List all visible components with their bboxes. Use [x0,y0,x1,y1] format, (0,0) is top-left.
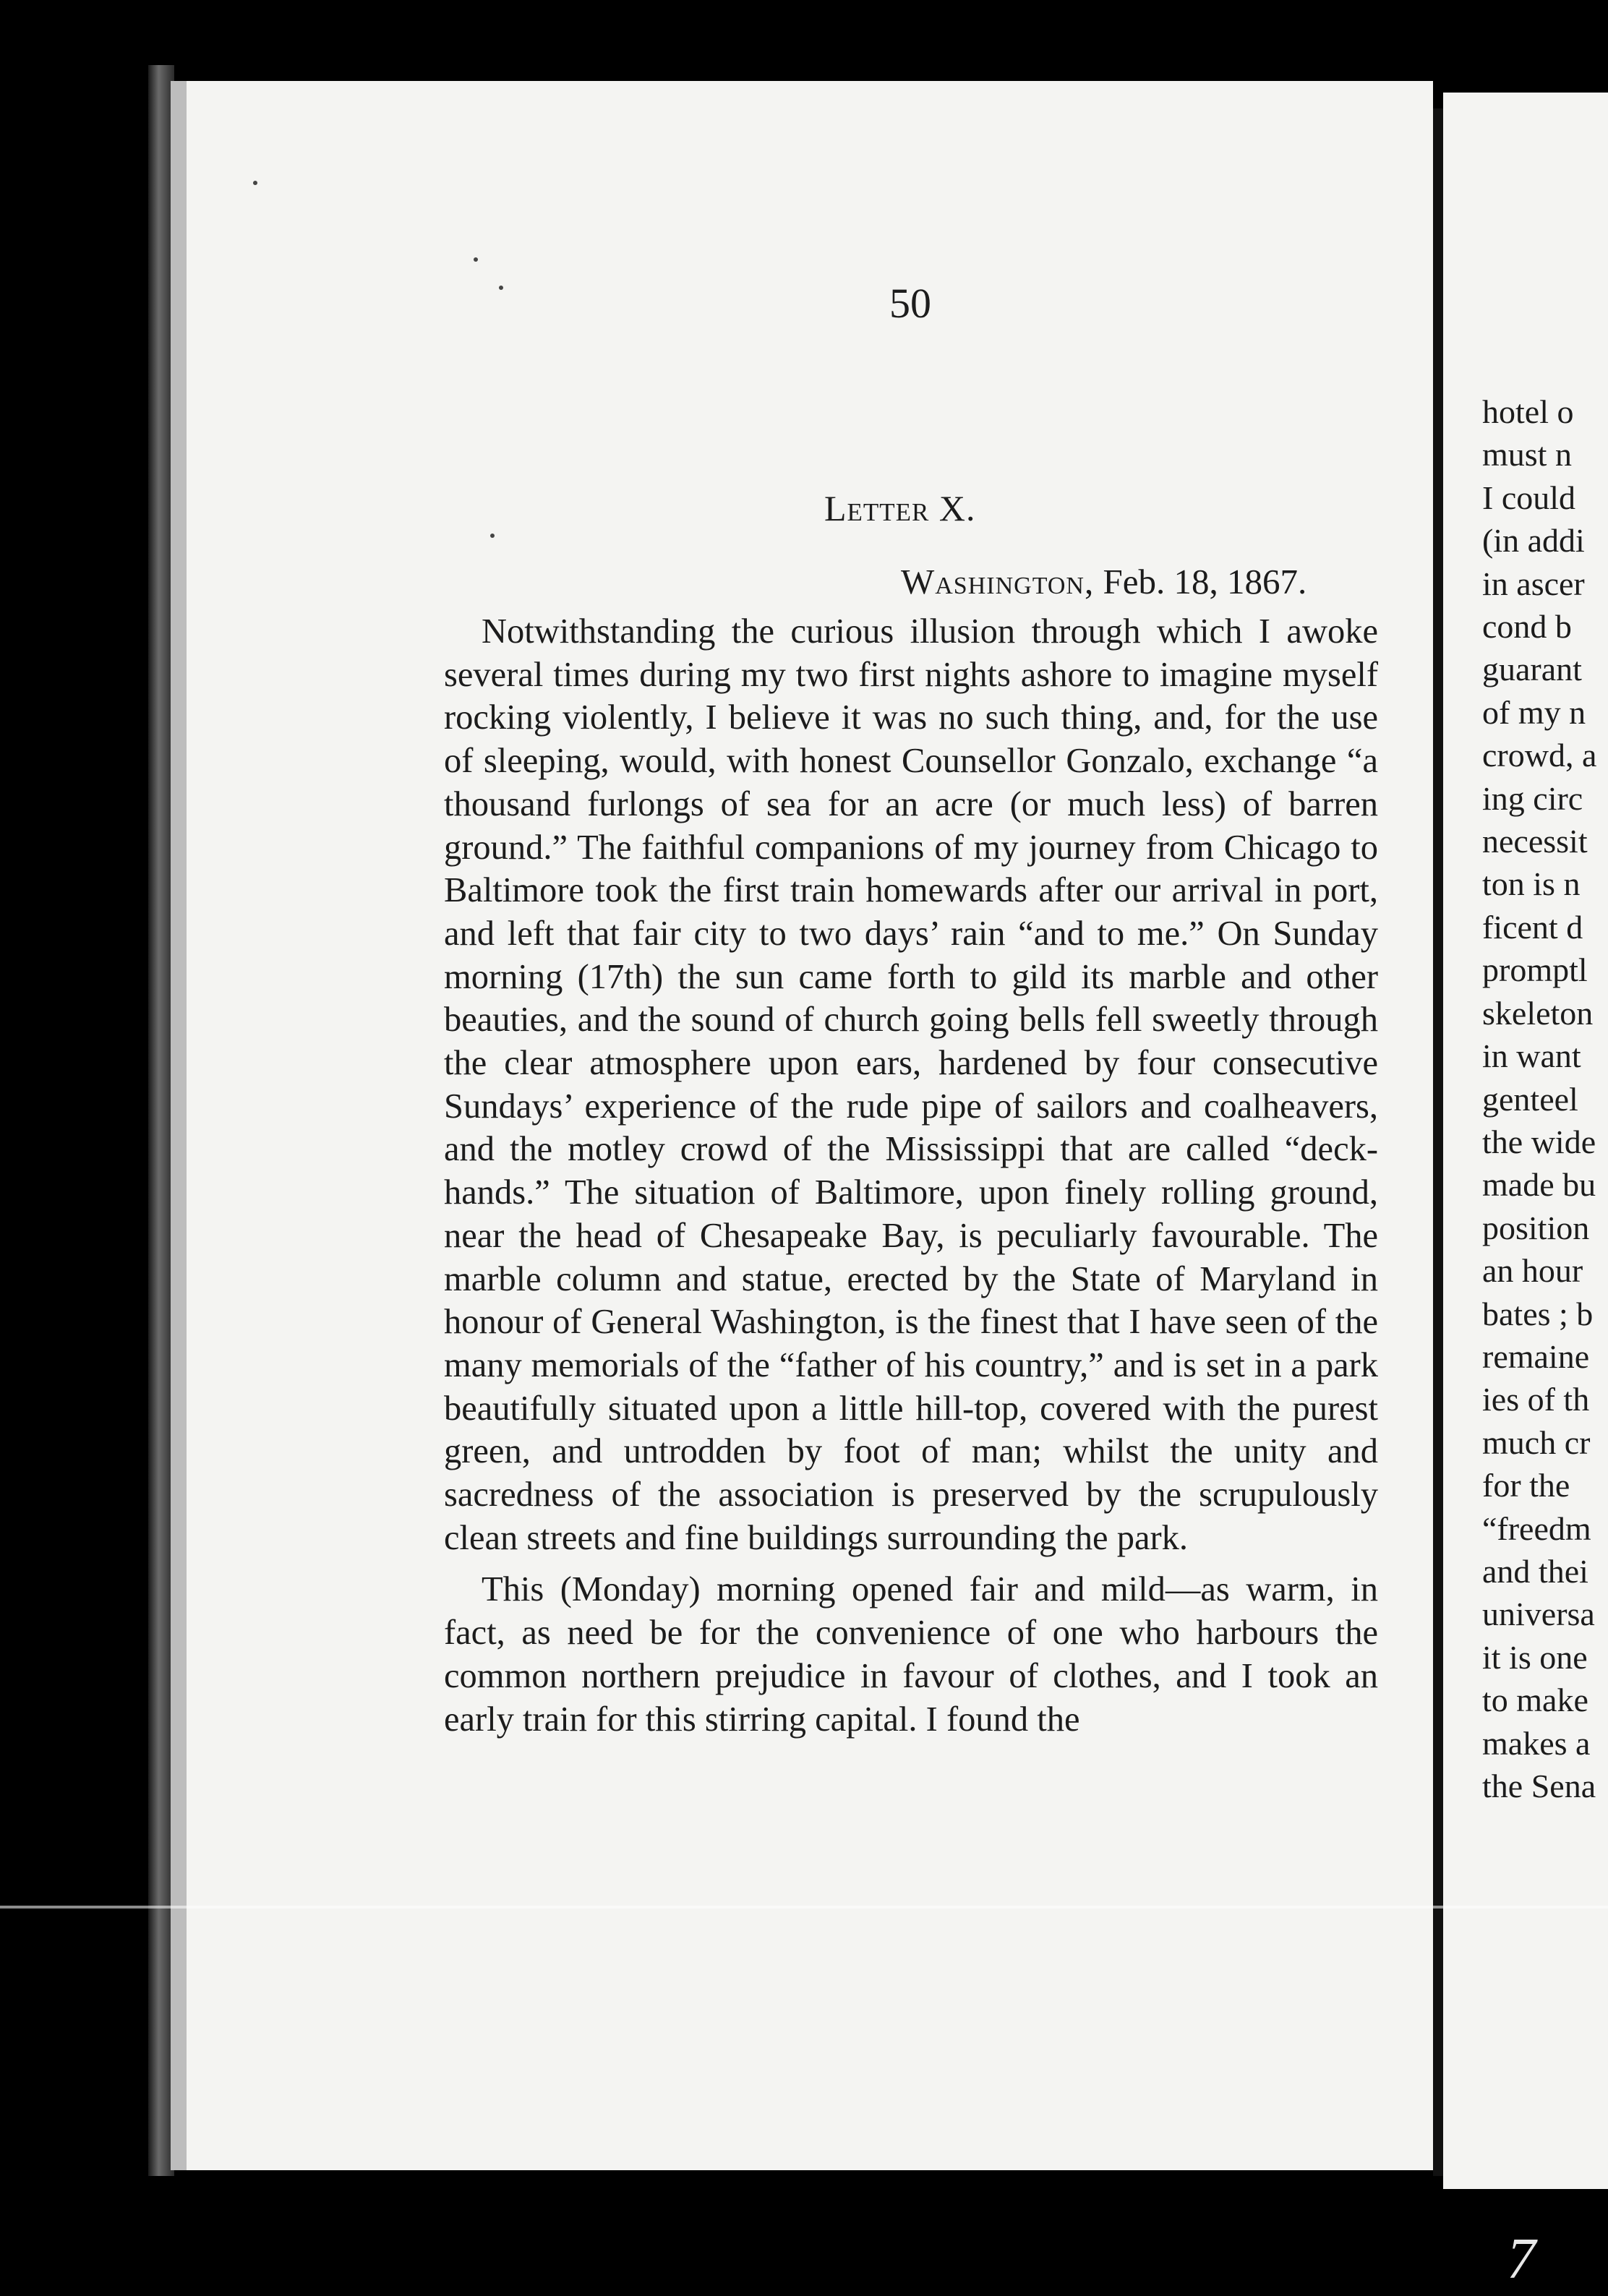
scan-artifact-line [0,1906,1608,1909]
right-page-line: to make [1482,1682,1588,1719]
right-page-line: necessit [1482,823,1588,860]
right-page-line: crowd, a [1482,737,1597,774]
right-page-line: in want [1482,1037,1581,1075]
right-page-line: universa [1482,1595,1595,1633]
dateline-date: Feb. 18, 1867. [1103,562,1307,601]
book-gutter [1433,108,1443,2176]
right-page-line: ton is n [1482,865,1581,903]
right-page-line: remaine [1482,1337,1590,1375]
right-page-line: makes a [1482,1724,1591,1762]
right-page-line: genteel [1482,1080,1578,1118]
right-page-line: cond b [1482,608,1572,646]
right-page-line: the Sena [1482,1768,1596,1804]
speck [474,257,478,262]
paragraph-1: Notwithstanding the curious illusion through which I awoke several times during my two first nights ashore to imagine myself rocking violently, I believe it was no such thing, and, for the use of sleeping, would, with honest Counsellor Gonzalo, exchange “a thousand furlongs of sea for an acre (or much less) of barren ground.” The faithful companions of my journey from Chicago to Baltimore took the first train homewards after our arrival in port, and left that fair city to two days’ rain “and to me.” On Sunday morning (17th) the sun came forth to gild its marble and other beauties, and the sound of church going bells fell sweetly through the clear atmosphere upon ears, hardened by four consecutive Sundays’ experience of the rude pipe of sailors and coalheavers, and the motley crowd of the Mississippi that are called “deck-hands.” The situation of Baltimore, upon finely rolling ground, near the head of Chesapeake Bay, is peculiarly favourable. The marble column and statue, erected by the State of Maryland in honour of General Washington, is the finest that I have seen of the many memorials of the “father of his country,” and is set in a park beautifully situated upon a little hill-top, covered with the purest green, and untrodden by foot of man; whilst the unity and sacredness of the association is preserved by the scrupulously clean streets and fine buildings surrounding the park. [444,612,1378,1557]
right-page-line: an hour [1482,1252,1583,1290]
right-page-line: of my n [1482,693,1586,731]
page-number: 50 [889,280,931,327]
right-page-line: I could [1482,479,1576,516]
letter-heading: Letter X. [824,488,976,528]
paragraph-2: This (Monday) morning opened fair and mild—as warm, in fact, as need be for the convenience of one who harbours the common northern prejudice in favour of clothes, and I took an early train for this stirring capital. I found the [444,1570,1378,1739]
letter-body [444,610,1378,1741]
corner-mark: 7 [1507,2227,1536,2291]
right-page-line: “freedm [1482,1509,1591,1547]
right-page-line: guarant [1482,651,1582,688]
speck [253,181,257,185]
right-page-line: position [1482,1209,1590,1246]
right-page-line: hotel o [1482,393,1574,430]
speck [490,534,495,538]
right-page-line: must n [1482,436,1572,474]
right-page-line: ing circ [1482,779,1583,817]
dateline [901,561,1306,602]
right-page-line: bates ; b [1482,1295,1594,1332]
right-page-line: for the [1482,1467,1570,1504]
right-page-line: (in addi [1482,522,1585,560]
right-page-line: made bu [1482,1166,1596,1204]
speck [499,286,503,290]
right-page-line: the wide [1482,1123,1596,1160]
right-page-line: it is one [1482,1638,1588,1676]
dateline-place: Washington, [901,562,1095,601]
right-page-line: promptl [1482,951,1588,989]
right-page-line: ficent d [1482,908,1583,946]
right-page-line: in ascer [1482,565,1585,602]
right-page-line: much cr [1482,1423,1591,1461]
right-page-text [1482,390,1596,1807]
right-page-line: ies of th [1482,1381,1590,1418]
right-page-line: skeleton [1482,994,1594,1032]
right-page-line: and thei [1482,1552,1588,1590]
